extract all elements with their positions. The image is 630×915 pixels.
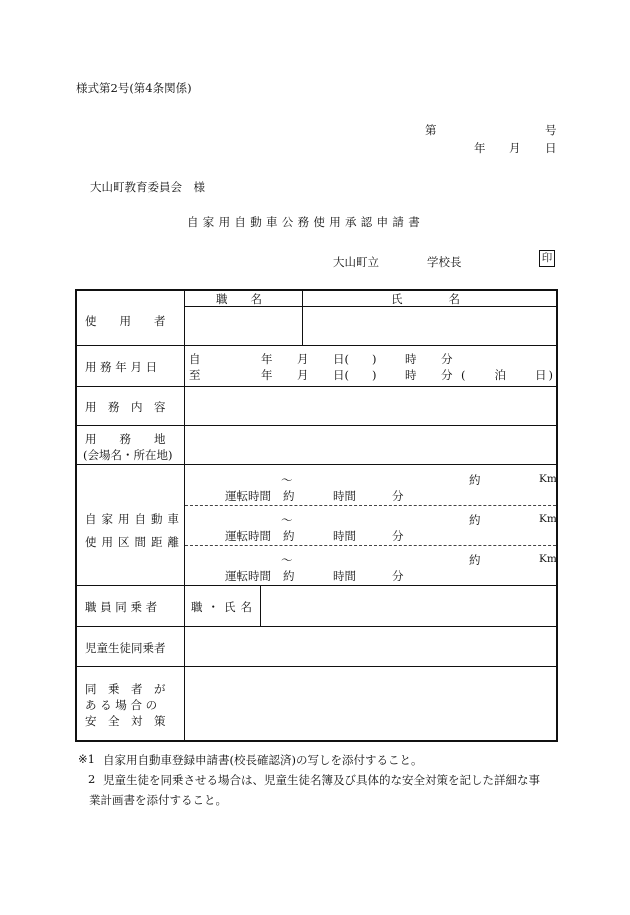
job-title-header: 職 名 <box>216 292 262 306</box>
safety-label: 同 乗 者 が <box>85 682 166 696</box>
row-divider <box>77 464 556 465</box>
job-title-field[interactable] <box>185 308 301 344</box>
addressee: 大山町教育委員会 様 <box>90 180 205 194</box>
route-drive-time: 運転時間 <box>225 529 271 543</box>
from-month: 月 <box>297 352 309 366</box>
from-year: 年 <box>261 352 273 366</box>
note-2-text-cont: 業計画書を添付すること。 <box>89 793 227 807</box>
place-sublabel: (会場名・所在地) <box>83 448 173 462</box>
staff-passenger-label: 職 員 同 乗 者 <box>85 600 158 614</box>
place-label: 用 務 地 <box>85 432 166 446</box>
route-km-unit: Km <box>539 473 557 485</box>
form-number: 様式第2号(第4条関係) <box>76 81 192 95</box>
document-title: 自家用自動車公務使用承認申請書 <box>187 215 424 229</box>
school-name-label: 大山町立 <box>333 255 379 269</box>
to-day: 日( ) <box>333 368 377 382</box>
route-km-unit: Km <box>539 513 557 525</box>
row-divider <box>77 585 556 586</box>
content-label: 用 務 内 容 <box>85 400 166 414</box>
note-2-text: 児童生徒を同乗させる場合は、児童生徒名簿及び具体的な安全対策を記した詳細な事 <box>103 773 540 787</box>
route-minutes: 分 <box>392 569 404 583</box>
safety-label-3: 安 全 対 策 <box>85 714 166 728</box>
safety-label-2: あ る 場 合 の <box>85 698 158 712</box>
route-drive-approx: 約 <box>283 489 295 503</box>
student-passenger-field[interactable] <box>185 627 555 665</box>
route-tilde: 〜 <box>281 553 293 567</box>
date-label: 用 務 年 月 日 <box>85 360 158 374</box>
name-field[interactable] <box>304 308 556 344</box>
row-divider <box>77 345 556 346</box>
from-hour: 時 <box>405 352 417 366</box>
document-number-suffix: 号 <box>545 123 557 137</box>
route-km-unit: Km <box>539 553 557 565</box>
staff-column-divider <box>260 585 261 626</box>
route-distance-approx: 約 <box>469 513 481 527</box>
note-1-mark: ※1 <box>78 752 95 766</box>
from-minute: 分 <box>441 352 453 366</box>
to-minute: 分 <box>441 368 453 382</box>
date-day-label: 日 <box>545 141 557 155</box>
place-field[interactable] <box>185 426 555 463</box>
date-month-label: 月 <box>509 141 521 155</box>
route-hours: 時間 <box>333 489 356 503</box>
route-drive-time: 運転時間 <box>225 569 271 583</box>
route-distance-approx: 約 <box>469 553 481 567</box>
route-divider <box>185 545 556 546</box>
route-tilde: 〜 <box>281 473 293 487</box>
application-table <box>75 289 558 742</box>
route-hours: 時間 <box>333 529 356 543</box>
route-drive-time: 運転時間 <box>225 489 271 503</box>
route-divider <box>185 505 556 506</box>
distance-label: 自家用自動車 <box>85 512 184 526</box>
seal-mark: 印 <box>539 250 555 267</box>
route-drive-approx: 約 <box>283 529 295 543</box>
from-day: 日( ) <box>333 352 377 366</box>
date-year-label: 年 <box>474 141 486 155</box>
document-number-label: 第 <box>425 123 437 137</box>
to-hour: 時 <box>405 368 417 382</box>
note-1-text: 自家用自動車登録申請書(校長確認済)の写しを添付すること。 <box>103 753 423 767</box>
to-label: 至 <box>189 368 201 382</box>
to-year: 年 <box>261 368 273 382</box>
staff-sublabel: 職・氏名 <box>191 600 257 614</box>
student-passenger-label: 児童生徒同乗者 <box>85 641 166 655</box>
name-header: 氏 名 <box>391 292 460 306</box>
route-distance-approx: 約 <box>469 473 481 487</box>
safety-measures-field[interactable] <box>185 667 555 739</box>
from-label: 自 <box>189 352 201 366</box>
route-drive-approx: 約 <box>283 569 295 583</box>
distance-sublabel: 使用区間距離 <box>85 535 184 549</box>
route-hours: 時間 <box>333 569 356 583</box>
route-minutes: 分 <box>392 529 404 543</box>
user-label: 使 用 者 <box>85 314 166 328</box>
route-tilde: 〜 <box>281 513 293 527</box>
name-column-divider <box>302 291 303 345</box>
principal-label: 学校長 <box>427 255 462 269</box>
to-month: 月 <box>297 368 309 382</box>
staff-passenger-field[interactable] <box>262 587 556 625</box>
overnight-days: ( 泊 日) <box>461 368 555 382</box>
route-minutes: 分 <box>392 489 404 503</box>
note-2-mark: 2 <box>88 772 96 786</box>
content-field[interactable] <box>185 387 555 424</box>
